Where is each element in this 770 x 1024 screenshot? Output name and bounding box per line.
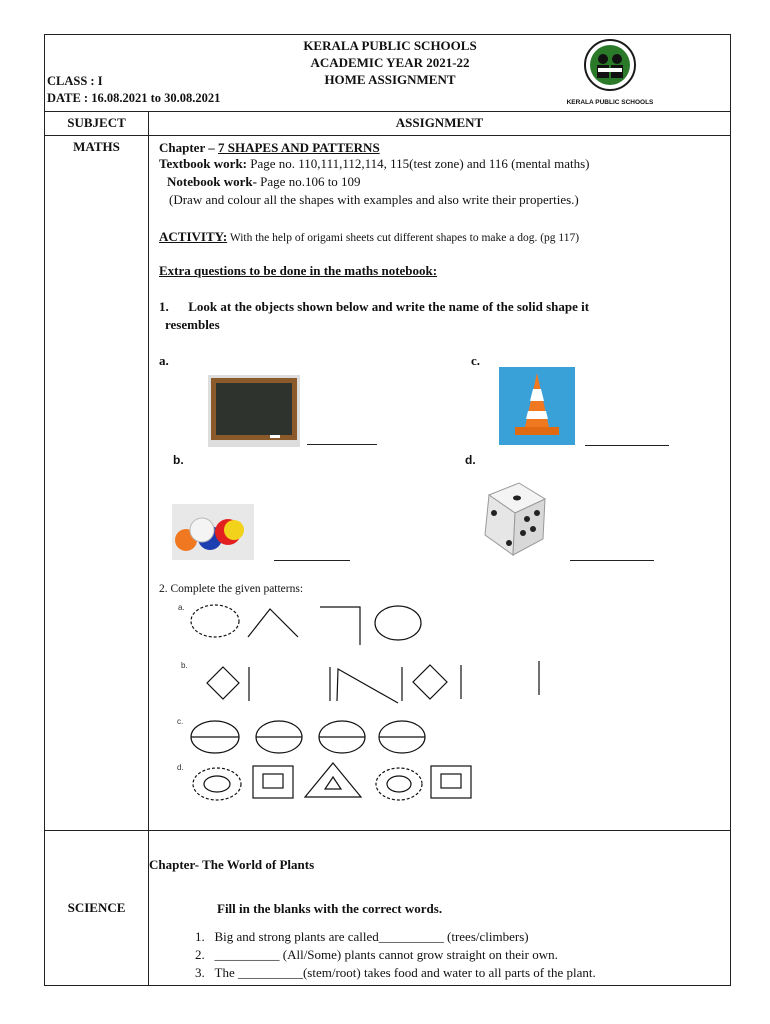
answer-blank-c[interactable] [585, 445, 669, 446]
logo-text: KERALA PUBLIC SCHOOLS [567, 99, 653, 106]
item-text: __________ (All/Some) plants cannot grow straight on their own. [214, 947, 558, 962]
assignment-type: HOME ASSIGNMENT [324, 72, 456, 87]
item-number: 1. [195, 929, 205, 944]
textbook-text: Page no. 110,111,112,114, 115(test zone) and 116 (mental maths) [247, 156, 590, 171]
activity-text: With the help of origami sheets cut different shapes to make a dog. (pg 117) [227, 232, 580, 244]
column-divider [148, 111, 149, 985]
science-item [195, 928, 529, 945]
activity-label: ACTIVITY: [159, 229, 228, 244]
science-instruction: Fill in the blanks with the correct words. [217, 901, 443, 916]
textbook-work [159, 155, 590, 172]
item-text: Big and strong plants are called__________ (trees/climbers) [214, 929, 529, 944]
item-text: The __________(stem/root) takes food and water to all parts of the plant. [214, 965, 596, 980]
maths-subject: MATHS [73, 139, 120, 154]
label-d: d. [465, 453, 476, 467]
item-number: 2. [195, 947, 205, 962]
traffic-cone-image [499, 367, 575, 445]
academic-year: ACADEMIC YEAR 2021-22 [310, 55, 470, 70]
chapter-title: 7 SHAPES AND PATTERNS [217, 140, 380, 155]
extra-questions-heading: Extra questions to be done in the maths notebook: [159, 263, 438, 278]
pattern-label-b: b. [181, 661, 188, 670]
class-date-block [47, 73, 220, 107]
textbook-label: Textbook work: [159, 156, 248, 171]
pattern-label-a: a. [178, 603, 185, 612]
subject-header: SUBJECT [67, 115, 126, 130]
label-a: a. [159, 353, 169, 368]
science-item [195, 946, 558, 963]
science-subject: SCIENCE [67, 900, 126, 915]
question-2: 2. Complete the given patterns: [159, 583, 304, 595]
chapter-prefix: Chapter – [159, 140, 218, 155]
assignment-sheet [44, 34, 731, 986]
patterns-figure [173, 599, 693, 804]
school-logo [567, 37, 653, 107]
assignment-header: ASSIGNMENT [395, 115, 484, 130]
school-name: KERALA PUBLIC SCHOOLS [303, 38, 477, 53]
pattern-label-c: c. [177, 717, 184, 726]
notebook-note: (Draw and colour all the shapes with examples and also write their properties.) [169, 192, 579, 207]
notebook-work [167, 173, 361, 190]
date-label: DATE : 16.08.2021 to 30.08.2021 [47, 91, 221, 105]
title-block [275, 37, 505, 88]
maths-chapter [159, 139, 380, 156]
label-c: c. [471, 353, 481, 368]
dice-image [479, 481, 553, 561]
notebook-label: Notebook work- [167, 174, 257, 189]
blackboard-image [208, 375, 300, 447]
science-item [195, 964, 596, 981]
activity [159, 228, 579, 247]
question-1: 1. Look at the objects shown below and write the name of the solid shape it [159, 299, 590, 314]
class-label: CLASS : I [47, 74, 103, 88]
answer-blank-d[interactable] [570, 560, 654, 561]
balls-image [172, 504, 254, 560]
answer-blank-a[interactable] [307, 444, 377, 445]
pattern-label-d: d. [177, 763, 184, 772]
notebook-text: Page no.106 to 109 [256, 174, 361, 189]
label-b: b. [173, 453, 184, 467]
question-1-cont: resembles [165, 317, 220, 332]
answer-blank-b[interactable] [274, 560, 350, 561]
item-number: 3. [195, 965, 205, 980]
science-chapter: Chapter- The World of Plants [149, 857, 315, 872]
